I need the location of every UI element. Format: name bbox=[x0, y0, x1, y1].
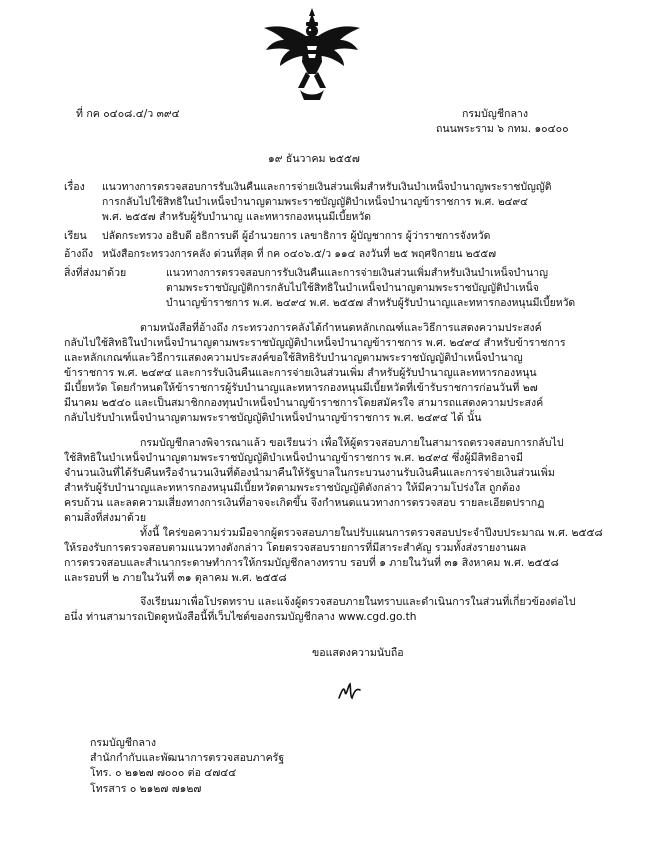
body-paragraph-3-line: ทั้งนี้ ใคร่ขอความร่วมมือจากผู้ตรวจสอบภายในปรับแผนการตรวจสอบประจำปีงบประมาณ พ.ศ. ๒๕๕๘ bbox=[140, 527, 603, 539]
body-paragraph-2-line: ครบถ้วน และลดความเสี่ยงทางการเงินที่อาจจะเกิดขึ้น จึงกำหนดแนวทางการตรวจสอบ รายละเอียดปรากฏ bbox=[64, 497, 545, 509]
body-paragraph-1-line: มีเบี้ยหวัด โดยกำหนดให้ข้าราชการผู้รับบำนาญและทหารกองหนุนมีเบี้ยหวัดที่เข้ารับราชการก่อนวันที่ ๒๗ bbox=[64, 382, 538, 394]
body-paragraph-2-line: จำนวนเงินที่ได้รับคืนหรือจำนวนเงินที่ต้องนำมาคืนให้รัฐบาลในกระบวนงานรับเงินคืนและการจ่ายเงินส่วนเพิ่ม bbox=[64, 467, 555, 479]
body-paragraph-2-line: กรมบัญชีกลางพิจารณาแล้ว ขอเรียนว่า เพื่อให้ผู้ตรวจสอบภายในสามารถตรวจสอบการกลับไป bbox=[140, 437, 564, 449]
reference-label: อ้างถึง bbox=[64, 248, 94, 260]
recipient-label: เรียน bbox=[64, 230, 87, 242]
footer-division: สำนักกำกับและพัฒนาการตรวจสอบภาครัฐ bbox=[90, 752, 285, 764]
body-paragraph-2-line: สำหรับผู้รับบำนาญและทหารกองหนุนมีเบี้ยหวัดตามพระราชบัญญัติดังกล่าว ให้มีความโปร่งใส ถูกต้อง bbox=[64, 482, 521, 494]
enclosure-line: แนวทางการตรวจสอบการรับเงินคืนและการจ่ายเงินส่วนเพิ่มสำหรับเงินบำเหน็จบำนาญ bbox=[166, 267, 548, 279]
subject-label: เรื่อง bbox=[64, 181, 85, 193]
document-date: ๑๙ ธันวาคม ๒๕๕๗ bbox=[268, 153, 360, 165]
subject-line: การกลับไปใช้สิทธิในบำเหน็จบำนาญตามพระราชบัญญัติบำเหน็จบำนาญข้าราชการ พ.ศ. ๒๔๙๔ bbox=[102, 196, 529, 208]
closing-salutation: ขอแสดงความนับถือ bbox=[312, 647, 404, 659]
department-name: กรมบัญชีกลาง bbox=[462, 108, 529, 120]
footer-department: กรมบัญชีกลาง bbox=[90, 737, 157, 749]
subject-line: พ.ศ. ๒๕๕๗ สำหรับผู้รับบำนาญ และทหารกองหนุนมีเบี้ยหวัด bbox=[102, 211, 371, 223]
body-paragraph-2-line: ตามสิ่งที่ส่งมาด้วย bbox=[64, 512, 147, 524]
body-paragraph-1-line: กลับไปใช้สิทธิในบำเหน็จบำนาญตามพระราชบัญญัติบำเหน็จบำนาญข้าราชการ พ.ศ. ๒๔๙๔ สำหรับข้าราชการ bbox=[64, 337, 566, 349]
body-paragraph-1-line: มีนาคม ๒๕๔๐ และเป็นสมาชิกกองทุนบำเหน็จบำนาญข้าราชการโดยสมัครใจ สามารถแสดงความประสงค์ bbox=[64, 397, 544, 409]
body-paragraph-1-line: ตามหนังสือที่อ้างถึง กระทรวงการคลังได้กำหนดหลักเกณฑ์และวิธีการแสดงความประสงค์ bbox=[140, 322, 542, 334]
signature-mark-icon bbox=[336, 680, 364, 704]
footer-phone: โทร. ๐ ๒๑๒๗ ๗๐๐๐ ต่อ ๔๗๔๔ bbox=[90, 767, 237, 779]
reference-text: หนังสือกระทรวงการคลัง ด่วนที่สุด ที่ กค ๐๔๐๖.๕/ว ๑๑๔ ลงวันที่ ๒๕ พฤศจิกายน ๒๕๕๗ bbox=[102, 248, 497, 260]
body-paragraph-1-line: และหลักเกณฑ์และวิธีการแสดงความประสงค์ขอใช้สิทธิรับบำนาญตามพระราชบัญญัติบำเหน็จบำนาญ bbox=[64, 352, 523, 364]
body-paragraph-4-line: จึงเรียนมาเพื่อโปรดทราบ และแจ้งผู้ตรวจสอบภายในทราบและดำเนินการในส่วนที่เกี่ยวข้องต่อไป bbox=[140, 596, 576, 608]
document-number: ที่ กค ๐๔๐๘.๔/ว ๓๙๔ bbox=[76, 108, 180, 120]
body-paragraph-1-line: กลับไปรับบำเหน็จบำนาญตามพระราชบัญญัติบำเหน็จบำนาญข้าราชการ พ.ศ. ๒๔๙๔ ได้ นั้น bbox=[64, 412, 482, 424]
subject-line: แนวทางการตรวจสอบการรับเงินคืนและการจ่ายเงินส่วนเพิ่มสำหรับเงินบำเหน็จบำนาญพระราชบัญญัติ bbox=[102, 181, 552, 193]
recipient-text: ปลัดกระทรวง อธิบดี อธิการบดี ผู้อำนวยการ เลขาธิการ ผู้บัญชาการ ผู้ว่าราชการจังหวัด bbox=[102, 230, 491, 242]
enclosure-label: สิ่งที่ส่งมาด้วย bbox=[64, 267, 127, 279]
body-paragraph-1-line: ข้าราชการ พ.ศ. ๒๔๙๔ และการรับเงินคืนและการจ่ายเงินส่วนเพิ่ม สำหรับผู้รับบำนาญและทหารกองหนุน bbox=[64, 367, 537, 379]
body-paragraph-2-line: ใช้สิทธิในบำเหน็จบำนาญตามพระราชบัญญัติบำเหน็จบำนาญข้าราชการ พ.ศ. ๒๔๙๔ ซึ่งผู้มีสิทธิอาจมี bbox=[64, 452, 523, 464]
footer-fax: โทรสาร ๐ ๒๑๒๗ ๗๑๒๗ bbox=[90, 783, 202, 795]
enclosure-line: บำนาญข้าราชการ พ.ศ. ๒๔๙๔ พ.ศ. ๒๕๕๗ สำหรับผู้รับบำนาญและทหารกองหนุนมีเบี้ยหวัด bbox=[166, 297, 576, 309]
body-paragraph-3-line: และรอบที่ ๒ ภายในวันที่ ๓๑ ตุลาคม พ.ศ. ๒๕๕๘ bbox=[64, 572, 287, 584]
body-paragraph-3-line: การตรวจสอบและสำเนากระดาษทำการให้กรมบัญชีกลางทราบ รอบที่ ๑ ภายในวันที่ ๓๑ สิงหาคม พ.ศ. ๒๕๕๘ bbox=[64, 557, 559, 569]
body-paragraph-4-line: อนึ่ง ท่านสามารถเปิดดูหนังสือนี้ที่เว็บไซต์ของกรมบัญชีกลาง www.cgd.go.th bbox=[64, 611, 417, 623]
body-paragraph-3-line: ให้รองรับการตรวจสอบตามแนวทางดังกล่าว โดยตรวจสอบรายการที่มีสาระสำคัญ รวมทั้งส่งรายงานผล bbox=[64, 542, 527, 554]
department-address: ถนนพระราม ๖ กทม. ๑๐๔๐๐ bbox=[436, 123, 569, 135]
enclosure-line: ตามพระราชบัญญัติการกลับไปใช้สิทธิในบำเหน็จบำนาญตามพระราชบัญญัติบำเหน็จ bbox=[166, 282, 539, 294]
garuda-emblem-icon bbox=[258, 6, 366, 102]
